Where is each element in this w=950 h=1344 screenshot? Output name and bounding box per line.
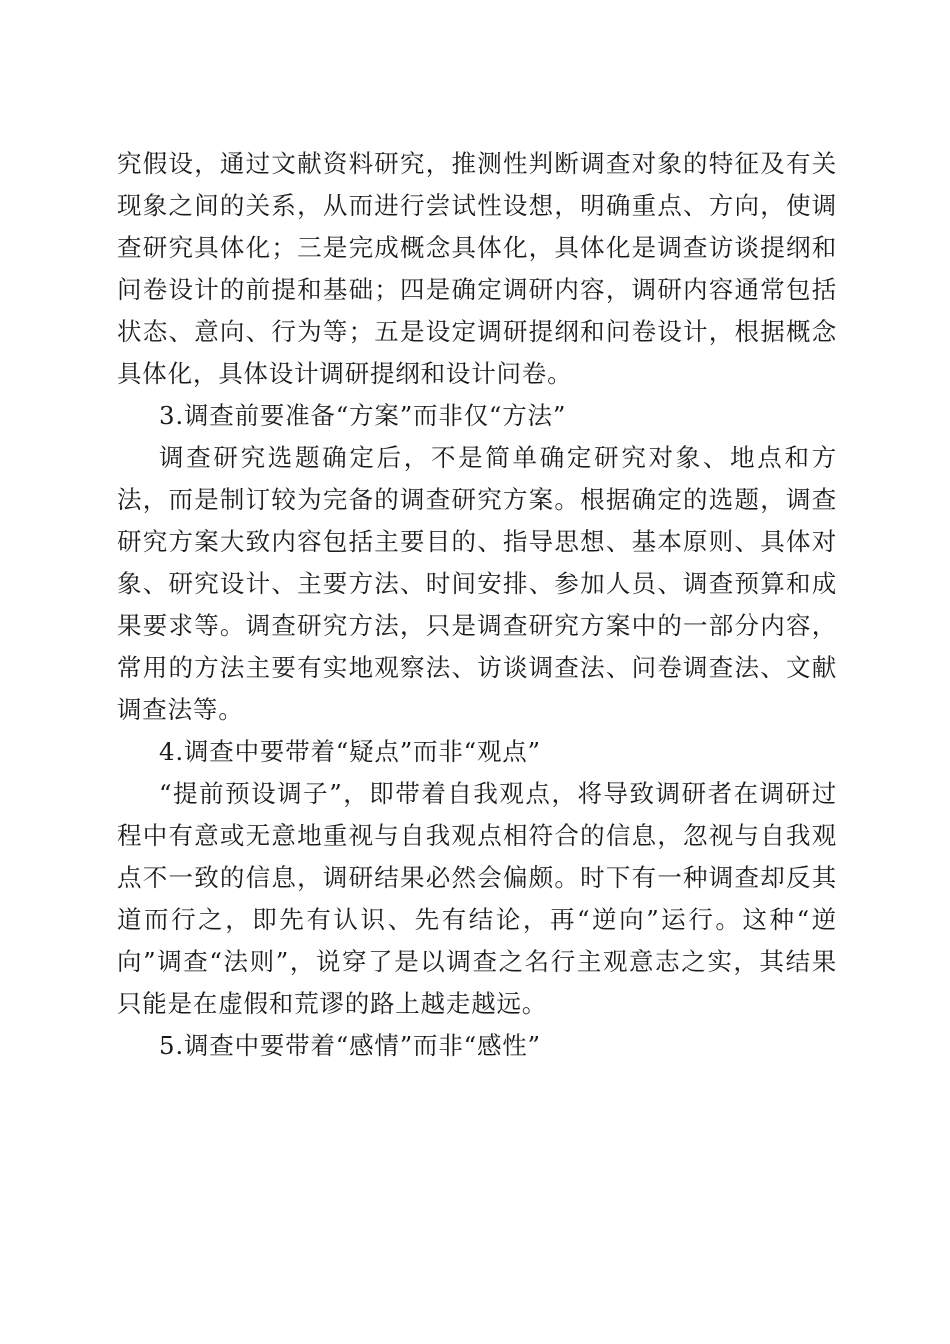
section-heading-5: 5.调查中要带着“感情”而非“感性” bbox=[159, 1031, 541, 1060]
section-heading-4: 4.调查中要带着“疑点”而非“观点” bbox=[159, 737, 541, 766]
document-body bbox=[117, 143, 837, 1067]
section-heading-3: 3.调查前要准备“方案”而非仅“方法” bbox=[159, 401, 567, 430]
paragraph-research-plan: 调查研究选题确定后，不是简单确定研究对象、地点和方法，而是制订较为完备的调查研究方案。根据确定的选题，调查研究方案大致内容包括主要目的、指导思想、基本原则、具体对象、研究设计、主要方法、时间安排、参加人员、调查预算和成果要求等。调查研究方法，只是调查研究方案中的一部分内容，常用的方法主要有实地观察法、访谈调查法、问卷调查法、文献调查法等。 bbox=[117, 443, 837, 724]
paragraph-research-hypothesis: 究假设，通过文献资料研究，推测性判断调查对象的特征及有关现象之间的关系，从而进行尝试性设想，明确重点、方向，使调查研究具体化；三是完成概念具体化，具体化是调查访谈提纲和问卷设计的前提和基础；四是确定调研内容，调研内容通常包括状态、意向、行为等；五是设定调研提纲和问卷设计，根据概念具体化，具体设计调研提纲和设计问卷。 bbox=[117, 149, 837, 388]
paragraph-doubts-not-views: “提前预设调子”，即带着自我观点，将导致调研者在调研过程中有意或无意地重视与自我观点相符合的信息，忽视与自我观点不一致的信息，调研结果必然会偏颇。时下有一种调查却反其道而行之，即先有认识、先有结论，再“逆向”运行。这种“逆向”调查“法则”，说穿了是以调查之名行主观意志之实，其结果只能是在虚假和荒谬的路上越走越远。 bbox=[117, 779, 837, 1018]
